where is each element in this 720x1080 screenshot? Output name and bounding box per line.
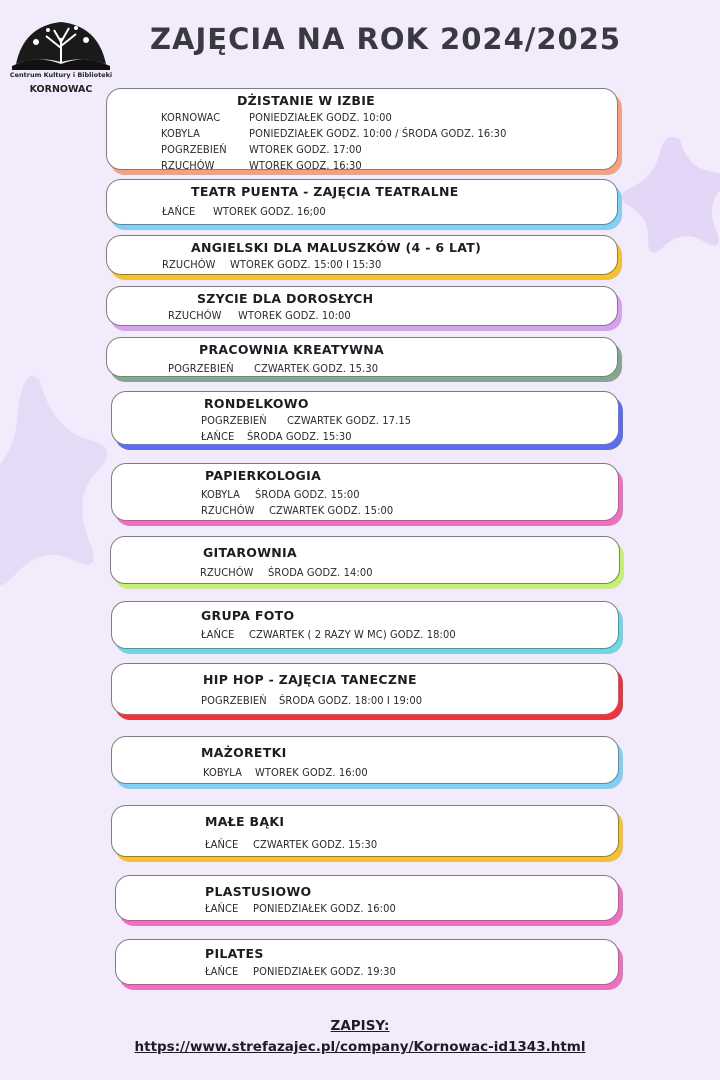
activity-schedule-line <box>107 257 603 273</box>
activity-name: PILATES <box>205 946 264 961</box>
activity-name: PRACOWNIA KREATYWNA <box>199 342 384 357</box>
activity-name: SZYCIE DLA DOROSŁYCH <box>197 291 374 306</box>
organization-town: KORNOWAC <box>29 84 93 95</box>
activity-place: POGRZEBIEŃ <box>161 143 227 156</box>
activity-schedule-line <box>112 429 604 445</box>
activity-place: RZUCHÓW <box>161 159 215 172</box>
registration-link[interactable]: https://www.strefazajec.pl/company/Kornowac-id1343.html <box>134 1039 586 1055</box>
activity-place: ŁAŃCE <box>205 838 239 851</box>
activity-place: ŁAŃCE <box>205 965 239 978</box>
activity-time: WTOREK GODZ. 10:00 <box>238 309 351 322</box>
activity-name: PLASTUSIOWO <box>205 884 312 899</box>
activity-schedule-line <box>112 503 604 519</box>
activity-time: CZWARTEK GODZ. 15:30 <box>253 838 378 851</box>
activity-name: PAPIERKOLOGIA <box>205 468 322 483</box>
activity-name: MAŻORETKI <box>201 745 287 760</box>
activity-schedule-line <box>107 308 603 324</box>
activity-time: ŚRODA GODZ. 18:00 I 19:00 <box>279 694 423 707</box>
organization-name: Centrum Kultury i Biblioteki <box>9 71 113 79</box>
activity-schedule-line <box>107 158 603 174</box>
activity-place: KOBYLA <box>161 127 201 140</box>
activity-time: CZWARTEK GODZ. 15:00 <box>269 504 394 517</box>
activity-schedule-line <box>107 126 603 142</box>
activity-name: MAŁE BĄKI <box>205 814 285 829</box>
activity-time: PONIEDZIAŁEK GODZ. 19:30 <box>253 965 396 978</box>
activity-schedule-line <box>107 142 603 158</box>
activity-time: PONIEDZIAŁEK GODZ. 16:00 <box>253 902 396 915</box>
activity-time: WTOREK GODZ. 17:00 <box>249 143 362 156</box>
activity-card <box>115 875 619 921</box>
activity-card <box>111 391 619 445</box>
decorative-star-right <box>610 130 720 270</box>
activity-schedule-line <box>107 204 603 220</box>
activity-place: KOBYLA <box>203 766 243 779</box>
activity-card <box>110 536 620 584</box>
activity-card <box>106 337 618 377</box>
activity-card <box>111 736 619 784</box>
activity-place: RZUCHÓW <box>200 566 254 579</box>
activity-schedule-line <box>112 837 604 853</box>
activity-schedule-line <box>116 901 604 917</box>
activity-name: GITAROWNIA <box>203 545 297 560</box>
activity-place: POGRZEBIEŃ <box>168 362 234 375</box>
activity-schedule-line <box>112 487 604 503</box>
activity-name: ANGIELSKI DLA MALUSZKÓW (4 - 6 LAT) <box>191 240 482 255</box>
activity-place: ŁAŃCE <box>201 628 235 641</box>
activity-time: ŚRODA GODZ. 14:00 <box>268 566 373 579</box>
activity-place: KORNOWAC <box>161 111 221 124</box>
activity-time: PONIEDZIAŁEK GODZ. 10:00 / ŚRODA GODZ. 16:30 <box>249 127 507 140</box>
activity-card <box>106 88 618 170</box>
organization-logo <box>6 18 116 95</box>
activity-card <box>106 179 618 225</box>
activity-name: HIP HOP - ZAJĘCIA TANECZNE <box>203 672 417 687</box>
activity-time: WTOREK GODZ. 16;00 <box>213 205 326 218</box>
activity-card <box>106 235 618 275</box>
registration-label: ZAPISY: <box>330 1018 390 1034</box>
activity-schedule-line <box>107 361 603 377</box>
activity-card <box>111 463 619 521</box>
activity-schedule-line <box>112 413 604 429</box>
activity-time: ŚRODA GODZ. 15:00 <box>255 488 360 501</box>
activity-name: DŻISTANIE W IZBIE <box>237 93 375 108</box>
activity-place: RZUCHÓW <box>168 309 222 322</box>
activity-place: KOBYLA <box>201 488 241 501</box>
activity-schedule-line <box>112 693 604 709</box>
tree-book-icon <box>6 18 116 70</box>
activity-time: WTOREK GODZ. 16:30 <box>249 159 362 172</box>
activity-name: TEATR PUENTA - ZAJĘCIA TEATRALNE <box>191 184 459 199</box>
activity-place: ŁAŃCE <box>201 430 235 443</box>
activity-card <box>111 805 619 857</box>
activity-card <box>111 663 619 715</box>
activity-name: RONDELKOWO <box>204 396 309 411</box>
activity-name: GRUPA FOTO <box>201 608 295 623</box>
activity-schedule-line <box>116 964 604 980</box>
activity-place: ŁAŃCE <box>162 205 196 218</box>
activity-time: ŚRODA GODZ. 15:30 <box>247 430 352 443</box>
activity-schedule-line <box>112 627 604 643</box>
activity-card <box>111 601 619 649</box>
activity-time: CZWARTEK ( 2 RAZY W MC) GODZ. 18:00 <box>249 628 456 641</box>
activity-time: WTOREK GODZ. 15:00 I 15:30 <box>230 258 382 271</box>
activity-schedule-line <box>111 565 605 581</box>
activity-time: CZWARTEK GODZ. 15.30 <box>254 362 379 375</box>
activity-place: ŁAŃCE <box>205 902 239 915</box>
activity-schedule-line <box>112 765 604 781</box>
activity-schedule-line <box>107 110 603 126</box>
activity-place: RZUCHÓW <box>162 258 216 271</box>
activity-card <box>115 939 619 985</box>
activity-time: WTOREK GODZ. 16:00 <box>255 766 368 779</box>
page-title: ZAJĘCIA NA ROK 2024/2025 <box>150 22 622 56</box>
activity-card <box>106 286 618 326</box>
activity-place: POGRZEBIEŃ <box>201 414 267 427</box>
activity-time: PONIEDZIAŁEK GODZ. 10:00 <box>249 111 392 124</box>
activity-time: CZWARTEK GODZ. 17.15 <box>287 414 412 427</box>
activity-place: POGRZEBIEŃ <box>201 694 267 707</box>
activity-place: RZUCHÓW <box>201 504 255 517</box>
